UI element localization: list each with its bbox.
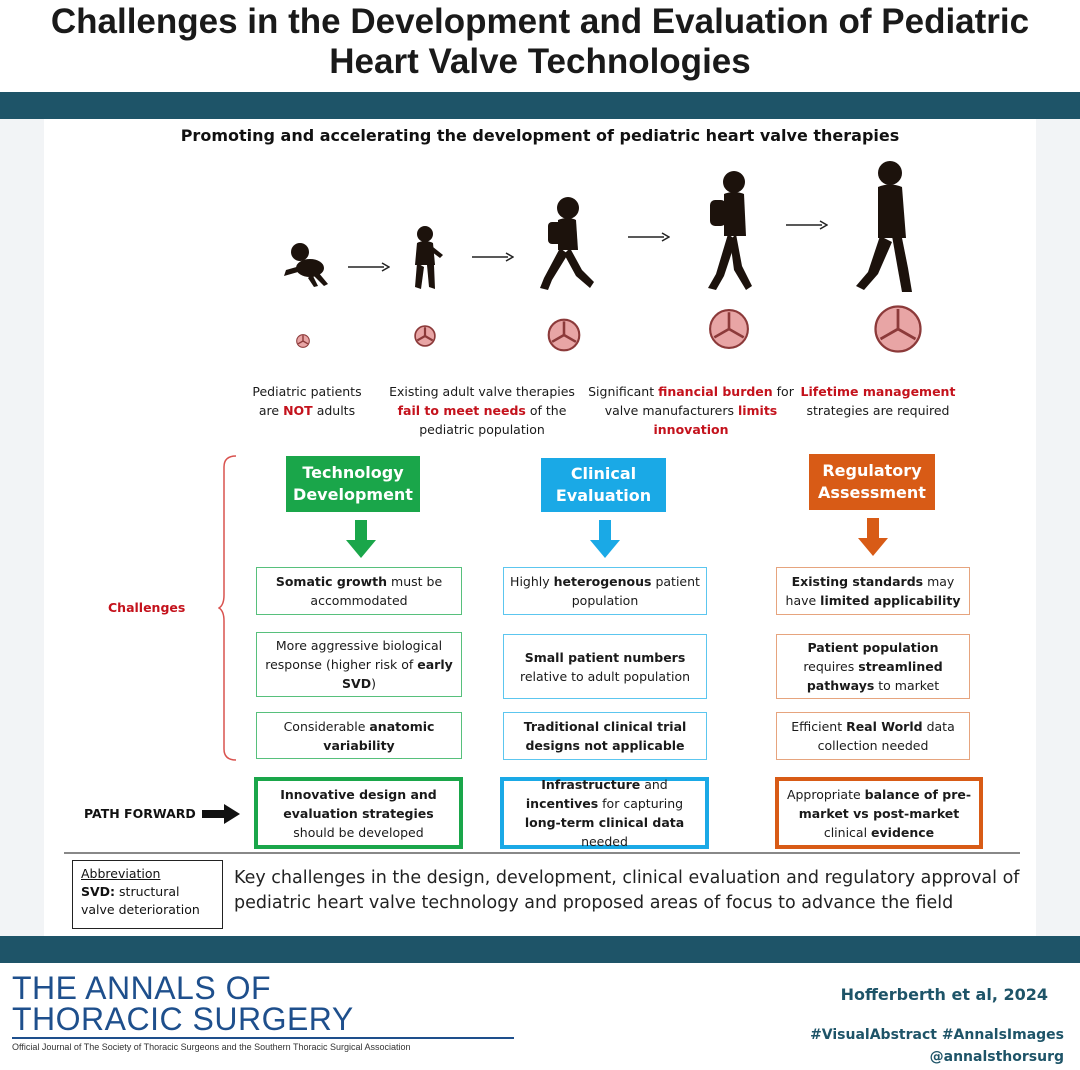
journal-subline: Official Journal of The Society of Thoracic Surgeons and the Southern Thoracic Surgical Association xyxy=(12,1042,411,1052)
challenge-trial-designs: Traditional clinical trial designs not applicable xyxy=(503,712,707,760)
teen-silhouette-icon xyxy=(700,170,762,292)
toddler-silhouette-icon xyxy=(405,225,445,291)
title-line-2: Heart Valve Technologies xyxy=(329,42,751,81)
caption-financial-burden: Significant financial burden for valve manufacturers limits innovation xyxy=(588,384,794,437)
caption-pediatric-not-adults: Pediatric patients are NOT adults xyxy=(252,384,362,418)
caption-adult-therapies: Existing adult valve therapies fail to meet needs of the pediatric population xyxy=(389,384,575,437)
path-forward-regulatory: Appropriate balance of pre-market vs post-market clinical evidence xyxy=(775,777,983,849)
social-tags xyxy=(810,1024,1064,1068)
category-clinical-evaluation: Clinical Evaluation xyxy=(541,458,666,512)
abbreviation-entry: SVD: structural valve deterioration xyxy=(81,884,200,917)
category-technology-development: Technology Development xyxy=(286,456,420,512)
path-forward-technology: Innovative design and evaluation strategies should be developed xyxy=(254,777,463,849)
hashtags: #VisualAbstract #AnnalsImages xyxy=(810,1027,1064,1043)
challenge-small-patient-numbers: Small patient numbers relative to adult population xyxy=(503,634,707,699)
down-arrow-green-icon xyxy=(346,520,376,558)
caption-lifetime-management: Lifetime management strategies are required xyxy=(800,384,956,418)
challenges-label: Challenges xyxy=(108,600,186,615)
journal-rule xyxy=(12,1037,514,1039)
valve-size-4-icon xyxy=(708,308,750,350)
valve-size-1-icon xyxy=(296,334,310,348)
right-shade xyxy=(1036,119,1080,936)
challenge-heterogenous-population: Highly heterogenous patient population xyxy=(503,567,707,615)
growth-arrow-1 xyxy=(348,262,390,272)
subtitle: Promoting and accelerating the development of pediatric heart valve therapies xyxy=(180,126,900,145)
growth-arrow-2 xyxy=(472,252,514,262)
down-arrow-blue-icon xyxy=(590,520,620,558)
valve-size-2-icon xyxy=(414,325,436,347)
challenge-anatomic-variability: Considerable anatomic variability xyxy=(256,712,462,759)
twitter-handle: @annalsthorsurg xyxy=(929,1049,1064,1065)
page-title xyxy=(0,2,1080,82)
category-regulatory-assessment: Regulatory Assessment xyxy=(809,454,935,510)
challenge-existing-standards: Existing standards may have limited applicability xyxy=(776,567,970,615)
left-shade xyxy=(0,119,44,936)
growth-arrow-3 xyxy=(628,232,670,242)
journal-logo: THE ANNALS OF THORACIC SURGERY xyxy=(12,970,354,1037)
section-divider xyxy=(64,852,1020,854)
bottom-band xyxy=(0,936,1080,963)
citation: Hofferberth et al, 2024 xyxy=(840,985,1048,1004)
valve-size-5-icon xyxy=(873,304,923,354)
growth-arrow-4 xyxy=(786,220,828,230)
challenge-somatic-growth: Somatic growth must be accommodated xyxy=(256,567,462,615)
challenge-biological-response: More aggressive biological response (higher risk of early SVD) xyxy=(256,632,462,697)
adult-silhouette-icon xyxy=(852,160,920,296)
child-silhouette-icon xyxy=(536,196,598,292)
top-band xyxy=(0,92,1080,119)
abbreviation-box xyxy=(72,860,223,929)
path-forward-arrow-icon xyxy=(202,804,240,824)
valve-size-3-icon xyxy=(547,318,581,352)
path-forward-clinical: Infrastructure and incentives for capturing long-term clinical data needed xyxy=(500,777,709,849)
challenge-streamlined-pathways: Patient population requires streamlined pathways to market xyxy=(776,634,970,699)
title-line-1: Challenges in the Development and Evaluation of Pediatric xyxy=(50,2,1030,41)
challenges-brace xyxy=(218,455,238,761)
abbreviation-heading: Abbreviation xyxy=(81,866,161,881)
challenge-real-world-data: Efficient Real World data collection needed xyxy=(776,712,970,760)
down-arrow-orange-icon xyxy=(858,518,888,556)
infant-silhouette-icon xyxy=(278,240,338,290)
path-forward-label: PATH FORWARD xyxy=(84,806,196,821)
key-summary-text: Key challenges in the design, development, clinical evaluation and regulatory approval of pediatric heart valve technology and proposed areas of focus to advance the field xyxy=(234,868,1020,913)
